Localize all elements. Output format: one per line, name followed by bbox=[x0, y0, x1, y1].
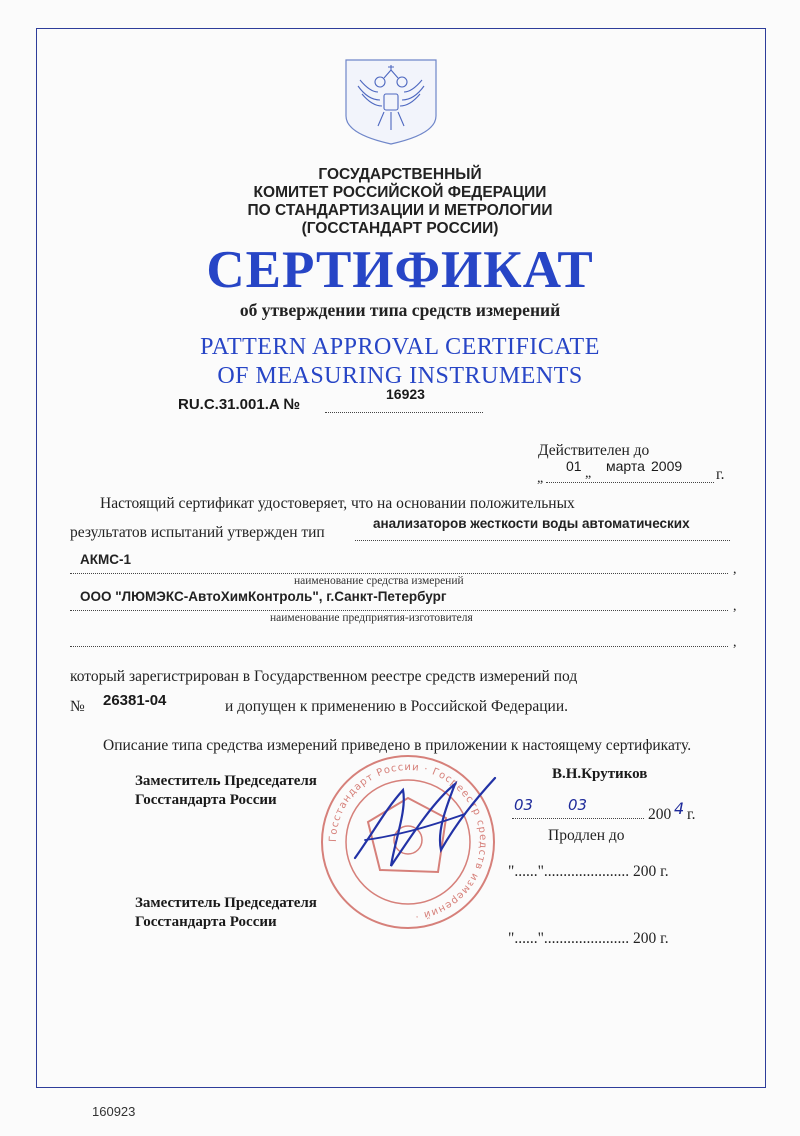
extended-date-line: "......"...................... 200 г. bbox=[508, 863, 669, 880]
certificate-title: СЕРТИФИКАТ bbox=[206, 241, 594, 299]
signatory-position-1 bbox=[135, 772, 317, 810]
english-title-line-1: PATTERN APPROVAL CERTIFICATE bbox=[200, 334, 600, 360]
manufacturer-comma: , bbox=[733, 599, 737, 614]
validity-label: Действителен до bbox=[538, 442, 650, 459]
instrument-name-caption: наименование средства измерений bbox=[294, 575, 464, 587]
org-line-3: ПО СТАНДАРТИЗАЦИИ И МЕТРОЛОГИИ bbox=[247, 202, 553, 219]
instrument-name-dotline bbox=[70, 557, 728, 574]
form-number: 160923 bbox=[92, 1104, 136, 1119]
body-paragraph-line-2: результатов испытаний утвержден тип bbox=[70, 524, 325, 541]
sign-date-1-day: 03 bbox=[514, 796, 534, 814]
validity-day: 01 bbox=[566, 458, 582, 474]
certificate-subtitle: об утверждении типа средств измерений bbox=[239, 300, 561, 320]
sign-date-1-month: 03 bbox=[568, 796, 588, 814]
instrument-name-value: АКМС-1 bbox=[80, 552, 131, 567]
instrument-name-comma: , bbox=[733, 562, 737, 577]
manufacturer-caption: наименование предприятия-изготовителя bbox=[270, 612, 473, 624]
body-paragraph-line-1: Настоящий сертификат удостоверяет, что на основании положительных bbox=[100, 495, 575, 512]
handwritten-signature bbox=[345, 770, 505, 880]
org-line-1: ГОСУДАРСТВЕННЫЙ bbox=[318, 166, 482, 183]
cert-number-prefix: RU.C.31.001.A № bbox=[178, 396, 301, 413]
validity-open-quote: „ bbox=[537, 471, 544, 486]
extra-dotline bbox=[70, 632, 728, 647]
validity-month: марта bbox=[606, 458, 645, 474]
signature-2-date-line: "......"...................... 200 г. bbox=[508, 930, 669, 947]
coat-of-arms-emblem bbox=[340, 56, 442, 146]
instrument-type-value: анализаторов жесткости воды автоматических bbox=[373, 516, 690, 531]
manufacturer-value: ООО "ЛЮМЭКС-АвтоХимКонтроль", г.Санкт-Петербург bbox=[80, 589, 447, 604]
org-line-2: КОМИТЕТ РОССИЙСКОЙ ФЕДЕРАЦИИ bbox=[253, 184, 547, 201]
signatory-name: В.Н.Крутиков bbox=[552, 766, 648, 782]
english-title-line-2: OF MEASURING INSTRUMENTS bbox=[217, 363, 583, 389]
registry-number: 26381-04 bbox=[103, 692, 167, 709]
signatory-position-1-line-1: Заместитель Председателя bbox=[135, 773, 317, 789]
issuing-organization bbox=[0, 166, 800, 238]
admitted-text: и допущен к применению в Российской Федерации. bbox=[225, 698, 569, 715]
signatory-position-2-line-1: Заместитель Председателя bbox=[135, 895, 317, 911]
english-title bbox=[0, 333, 800, 391]
org-line-4: (ГОССТАНДАРТ РОССИИ) bbox=[301, 220, 499, 237]
extra-comma: , bbox=[733, 635, 737, 650]
cert-number-value: 16923 bbox=[386, 386, 425, 402]
sign-date-1-year-suffix: г. bbox=[687, 806, 696, 823]
registry-text: который зарегистрирован в Государственном реестре средств измерений под bbox=[70, 668, 578, 685]
signatory-position-2 bbox=[135, 894, 317, 932]
validity-close-quote: „ bbox=[585, 466, 592, 481]
validity-year-suffix: г. bbox=[716, 466, 725, 483]
registry-no-sign: № bbox=[70, 698, 85, 715]
sign-date-1-year-printed: 200 bbox=[648, 806, 672, 823]
description-text: Описание типа средства измерений приведено в приложении к настоящему сертификату. bbox=[103, 737, 692, 754]
validity-year: 2009 bbox=[651, 458, 683, 474]
svg-text:Госстандарт России · Госреестр: Госстандарт России · Госреестр средств измерений · bbox=[327, 761, 489, 922]
sign-date-1-year-hand: 4 bbox=[674, 799, 685, 818]
extended-label: Продлен до bbox=[548, 827, 625, 844]
signatory-position-2-line-2: Госстандарта России bbox=[135, 914, 277, 930]
signatory-position-1-line-2: Госстандарта России bbox=[135, 792, 277, 808]
